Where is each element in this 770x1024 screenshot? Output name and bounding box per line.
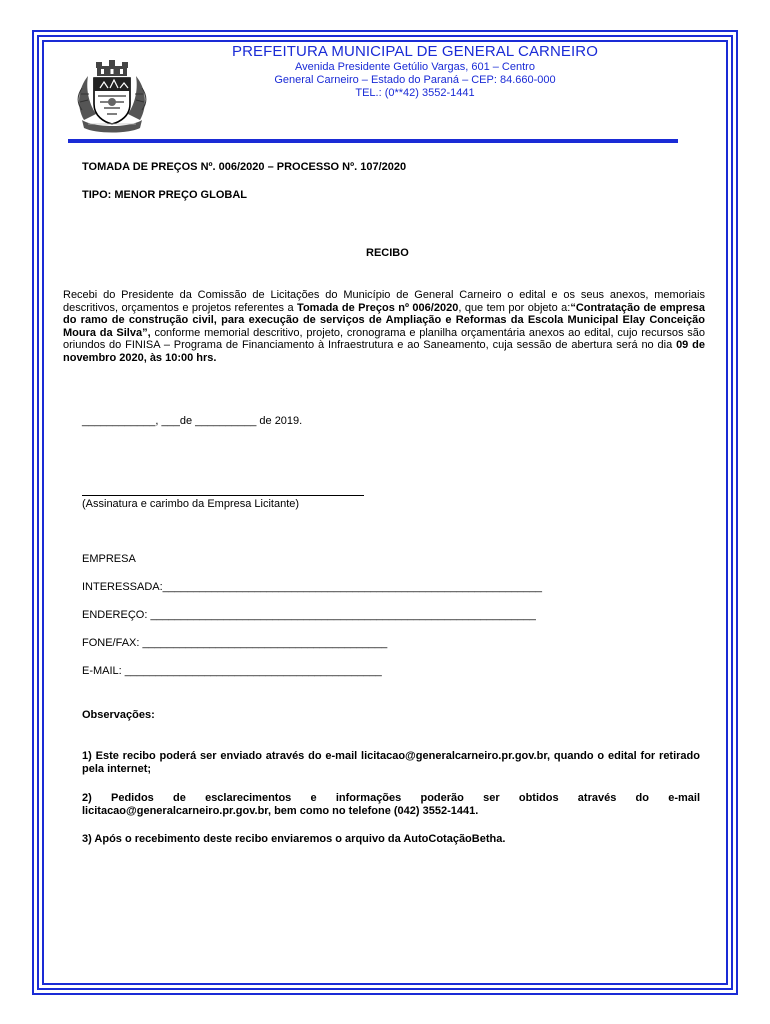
observacoes-heading: Observações: <box>82 709 155 721</box>
paragraph-bold-1: Tomada de Preços nº 006/2020 <box>297 301 459 314</box>
paragraph-text-2: , que tem por objeto a: <box>458 301 571 314</box>
tomada-reference: TOMADA DE PREÇOS Nº. 006/2020 – PROCESSO Nº. 107/2020 <box>82 161 407 173</box>
municipality-title: PREFEITURA MUNICIPAL DE GENERAL CARNEIRO <box>231 43 598 60</box>
paragraph-bold-2: “Contratação de empresa do ramo de construção civil, para execução de serviços de Ampliação e Reformas da Escola Municipal Elay Conceição Moura da Silva”, <box>63 301 705 339</box>
header-divider <box>68 139 678 143</box>
municipality-phone: TEL.: (0**42) 3552-1441 <box>355 87 475 99</box>
date-line: ____________, ___de __________ de 2019. <box>82 415 303 427</box>
paragraph-text-3: conforme memorial descritivo, projeto, cronograma e planilha orçamentária anexos ao edital, cujo recursos são oriundos do FINISA – Programa de Financiamento à Infraestrutura e ao Saneamento, cuja sessão de abertura será no dia <box>63 326 705 352</box>
paragraph-text-1: Recebi do Presidente da Comissão de Licitações do Município de General Carneiro o edital e os seus anexos, memoriais descritivos, orçamentos e projetos referentes a <box>63 289 705 314</box>
municipality-city: General Carneiro – Estado do Paraná – CEP: 84.660-000 <box>274 74 556 86</box>
empresa-label: EMPRESA <box>82 553 136 565</box>
signature-caption: (Assinatura e carimbo da Empresa Licitante) <box>82 498 300 510</box>
receipt-paragraph <box>63 289 705 365</box>
letterhead <box>160 43 670 100</box>
fone-fax-field: FONE/FAX: ________________________________________ <box>82 637 388 649</box>
interessada-field: INTERESSADA:______________________________________________________________ <box>82 581 542 593</box>
endereco-field: ENDEREÇO: _______________________________________________________________ <box>82 609 536 621</box>
tipo-label: TIPO: MENOR PREÇO GLOBAL <box>82 189 247 201</box>
signature-line <box>82 495 364 496</box>
observation-1: 1) Este recibo poderá ser enviado através do e-mail licitacao@generalcarneiro.pr.gov.br, quando o edital for retirado pela internet; <box>82 750 700 775</box>
paragraph-bold-3: 09 de novembro 2020, às 10:00 hrs. <box>63 339 705 364</box>
municipal-coat-of-arms <box>74 58 150 136</box>
email-field: E-MAIL: __________________________________________ <box>82 665 382 677</box>
document-heading: RECIBO <box>366 247 409 259</box>
observation-2: 2) Pedidos de esclarecimentos e informações poderão ser obtidos através do e-mail licitacao@generalcarneiro.pr.gov.br, bem como no telefone (042) 3552-1441. <box>82 792 700 817</box>
municipality-address: Avenida Presidente Getúlio Vargas, 601 – Centro <box>295 61 535 73</box>
observation-3: 3) Após o recebimento deste recibo enviaremos o arquivo da AutoCotaçãoBetha. <box>82 833 506 845</box>
